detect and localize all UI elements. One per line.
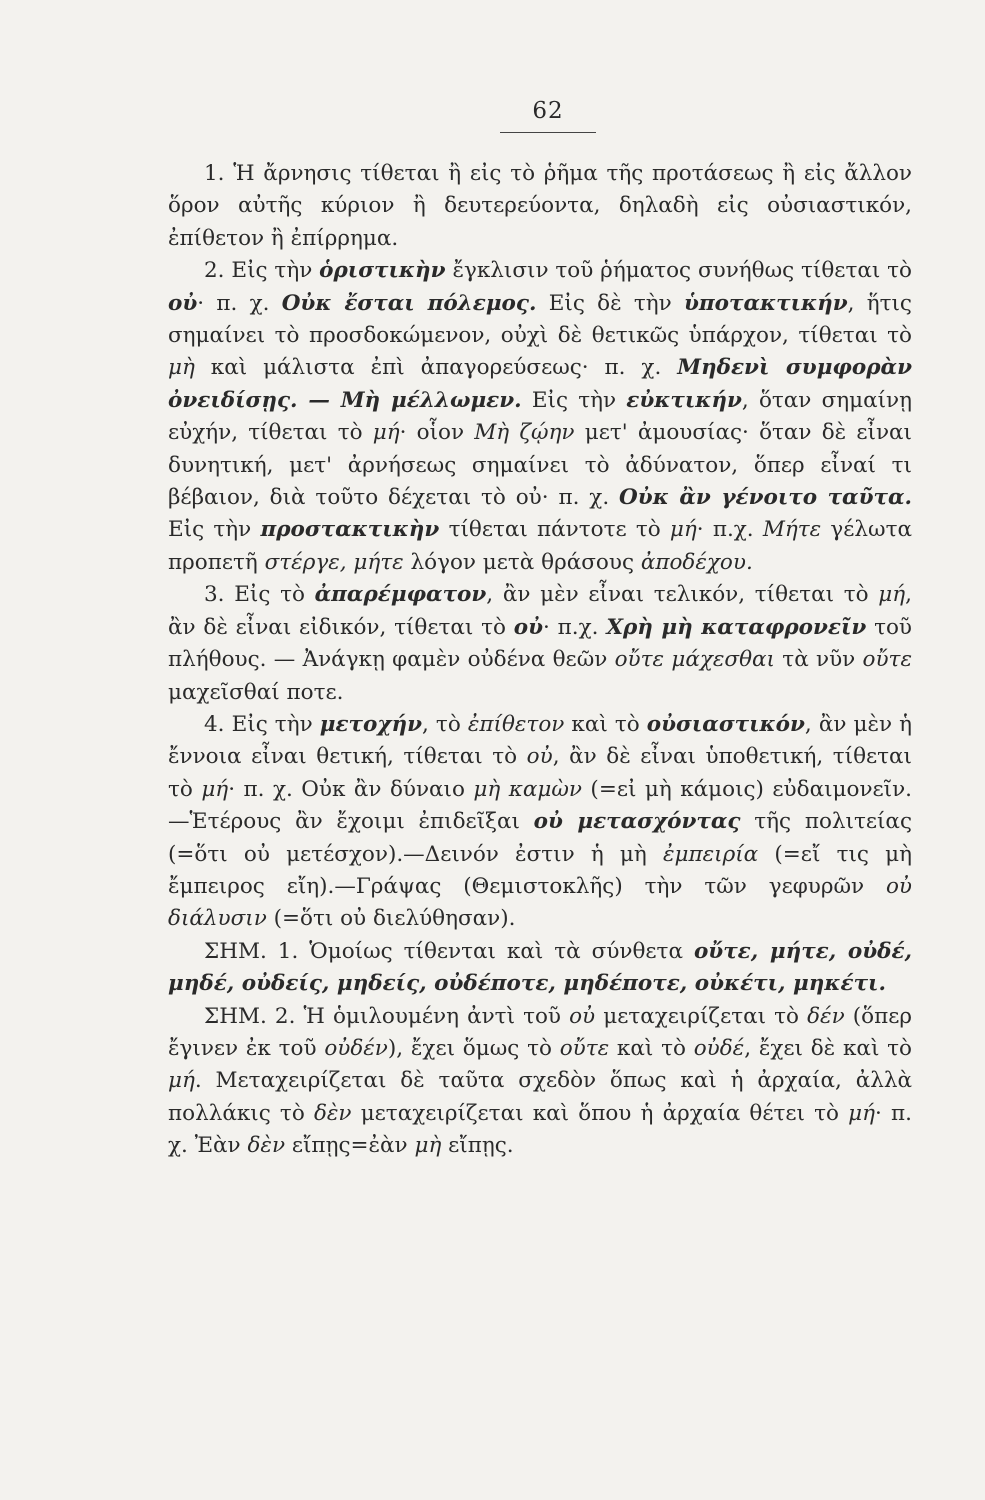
emphasized-text: ὑποτακτικήν: [683, 290, 848, 316]
text-run: μαχεῖσθαί ποτε.: [168, 679, 344, 705]
emphasized-text: εὐκτικήν: [626, 387, 742, 413]
text-run: , ἔχει δὲ καὶ τὸ: [744, 1035, 912, 1061]
emphasized-text: ἐμπειρία: [663, 841, 759, 867]
emphasized-text: μή: [201, 776, 229, 802]
text-run: , ὅταν σημαίνῃ εὐχήν, τίθεται τὸ: [168, 387, 912, 446]
text-run: καὶ τὸ: [564, 711, 647, 737]
emphasized-text: Μὴ ζῴην: [474, 420, 575, 446]
emphasized-text: μή: [669, 517, 697, 543]
emphasized-text: Οὐκ ἂν γένοιτο ταῦτα.: [619, 485, 913, 511]
paragraph: [168, 709, 912, 936]
text-run: (=εἴ τις μὴ ἔμπειρος εἴη).—Γράψας (Θεμιστοκλῆς) τὴν τῶν γεφυρῶν: [168, 841, 912, 899]
text-run: · π. χ. Ἐὰν: [168, 1100, 912, 1159]
emphasized-text: Οὐκ ἔσται πόλεμος.: [281, 290, 537, 316]
text-run: (ὅπερ ἔγινεν ἐκ τοῦ: [168, 1003, 912, 1061]
emphasized-text: μή: [372, 420, 400, 446]
text-run: γέλωτα προπετῆ: [168, 517, 912, 575]
text-run: 3. Εἰς τὸ: [204, 582, 315, 608]
text-run: ), ἔχει ὅμως τὸ: [387, 1035, 560, 1061]
text-run: , ἂν μὲν ἡ ἔννοια εἶναι θετική, τίθεται τὸ: [168, 711, 912, 770]
text-run: λόγον μετὰ θράσους: [403, 549, 641, 575]
paragraph: [168, 1001, 912, 1163]
paragraph: [168, 579, 912, 709]
text-run: ΣΗΜ. 1. Ὁμοίως τίθενται καὶ τὰ σύνθετα: [204, 938, 694, 964]
text-run: εἴπῃς.: [441, 1133, 514, 1159]
emphasized-text: μὴ: [414, 1133, 442, 1159]
text-run: · π. χ. Οὐκ ἂν δύναιο: [228, 776, 474, 802]
text-run: τὰ νῦν: [775, 647, 863, 673]
emphasized-text: οὐ: [513, 614, 544, 640]
emphasized-text: οὔτε, μήτε, οὐδέ, μηδέ, οὐδείς, μηδείς, οὐδέποτε, μηδέποτε, οὐκέτι, μηκέτι.: [168, 938, 913, 997]
emphasized-text: οὔτε μάχεσθαι: [614, 647, 775, 673]
text-run: μεταχειρίζεται τὸ: [595, 1003, 808, 1029]
emphasized-text: ἀπαρέμφατον: [314, 582, 487, 608]
text-run: · π.χ.: [696, 517, 763, 543]
emphasized-text: δέν: [807, 1003, 845, 1029]
text-run: Εἰς τὴν: [168, 517, 261, 543]
text-run: · οἷον: [399, 420, 475, 446]
text-run: 4. Εἰς τὴν: [204, 711, 320, 737]
emphasized-text: οὔτε: [862, 647, 912, 673]
paragraph: [168, 936, 912, 1001]
emphasized-text: ὁριστικὴν: [319, 258, 446, 284]
emphasized-text: Χρὴ μὴ καταφρονεῖν: [606, 614, 867, 640]
text-run: μεταχειρίζεται καὶ ὅπου ἡ ἀρχαία θέτει τὸ: [351, 1100, 849, 1126]
emphasized-text: μή: [878, 582, 906, 608]
emphasized-text: Μήτε: [762, 517, 822, 543]
emphasized-text: οὐσιαστικόν: [646, 711, 805, 737]
emphasized-text: μή: [168, 1068, 195, 1094]
text-run: 2. Εἰς τὴν: [204, 258, 320, 284]
emphasized-text: οὐ μετασχόντας: [533, 809, 741, 835]
emphasized-text: οὐ: [168, 290, 198, 316]
paragraph: [168, 255, 912, 579]
emphasized-text: οὐ διάλυσιν: [168, 873, 912, 932]
text-run: , ἂν μὲν εἶναι τελικόν, τίθεται τὸ: [486, 582, 879, 608]
text-run: , ἂν δὲ εἶναι εἰδικόν, τίθεται τὸ: [168, 582, 912, 640]
text-run: · π.χ.: [543, 614, 607, 640]
emphasized-text: δὲν: [247, 1133, 286, 1159]
emphasized-text: μή: [848, 1100, 876, 1126]
emphasized-text: προστακτικὴν: [260, 517, 440, 543]
paragraph: [168, 158, 912, 255]
body-text: [168, 158, 912, 1163]
emphasized-text: ἀποδέχου.: [640, 549, 753, 575]
text-run: τῆς πολιτείας (=ὅτι οὐ μετέσχον).—Δεινόν ἐστιν ἡ μὴ: [168, 809, 912, 867]
text-run: (=εἰ μὴ κάμοις) εὐδαιμονεῖν.—Ἑτέρους ἂν ἔχοιμι ἐπιδεῖξαι: [168, 776, 912, 835]
emphasized-text: οὐ: [569, 1003, 596, 1029]
emphasized-text: στέργε, μήτε: [264, 549, 404, 575]
emphasized-text: οὐδέ: [693, 1035, 745, 1061]
page-number-rule: [500, 132, 596, 133]
emphasized-text: Μηδενὶ συμφορὰν ὀνειδίσῃς. — Μὴ μέλλωμεν.: [168, 355, 912, 413]
text-run: καὶ μάλιστα ἐπὶ ἀπαγορεύσεως· π. χ.: [194, 355, 678, 381]
text-run: καὶ τὸ: [609, 1035, 694, 1061]
text-run: Εἰς δὲ τὴν: [536, 290, 684, 316]
text-run: , ἥτις σημαίνει τὸ προσδοκώμενον, οὐχὶ δὲ θετικῶς ὑπάρχον, τίθεται τὸ: [168, 290, 912, 349]
text-run: . Μεταχειρίζεται δὲ ταῦτα σχεδὸν ὅπως καὶ ἡ ἀρχαία, ἀλλὰ πολλάκις τὸ: [168, 1068, 912, 1126]
text-run: , ἂν δὲ εἶναι ὑποθετική, τίθεται τὸ: [168, 744, 912, 802]
emphasized-text: οὐδέν: [324, 1035, 388, 1061]
emphasized-text: μετοχήν: [319, 711, 423, 737]
text-run: μετ' ἀμουσίας· ὅταν δὲ εἶναι δυνητική, μετ' ἀρνήσεως σημαίνει τὸ ἀδύνατον, ὅπερ εἶναί τι βέβαιον, διὰ τοῦτο δέχεται τὸ οὐ· π. χ.: [168, 420, 912, 511]
page-number: 62: [532, 98, 564, 124]
emphasized-text: οὔτε: [559, 1035, 610, 1061]
text-run: · π. χ.: [197, 290, 282, 316]
emphasized-text: μὴ καμὼν: [473, 776, 582, 802]
emphasized-text: οὐ: [526, 744, 553, 770]
text-run: 1. Ἡ ἄρνησις τίθεται ἢ εἰς τὸ ῥῆμα τῆς προτάσεως ἢ εἰς ἄλλον ὅρον αὐτῆς κύριον ἢ δευτερεύοντα, δηλαδὴ εἰς οὐσιαστικόν, ἐπίθετον ἢ ἐπίρρημα.: [168, 161, 912, 251]
text-run: τοῦ πλήθους. — Ἀνάγκῃ φαμὲν οὐδένα θεῶν: [168, 614, 912, 673]
text-run: ἔγκλισιν τοῦ ῥήματος συνήθως τίθεται τὸ: [445, 258, 912, 284]
text-run: Εἰς τὴν: [521, 387, 627, 413]
text-run: , τὸ: [422, 711, 468, 737]
text-run: (=ὅτι οὐ διελύθησαν).: [266, 906, 516, 932]
emphasized-text: δὲν: [313, 1100, 352, 1126]
text-run: εἴπῃς=ἐὰν: [285, 1133, 415, 1159]
emphasized-text: μὴ: [168, 355, 195, 381]
text-run: τίθεται πάντοτε τὸ: [439, 517, 670, 543]
emphasized-text: ἐπίθετον: [467, 711, 565, 737]
text-run: ΣΗΜ. 2. Ἡ ὁμιλουμένη ἀντὶ τοῦ: [204, 1003, 570, 1029]
